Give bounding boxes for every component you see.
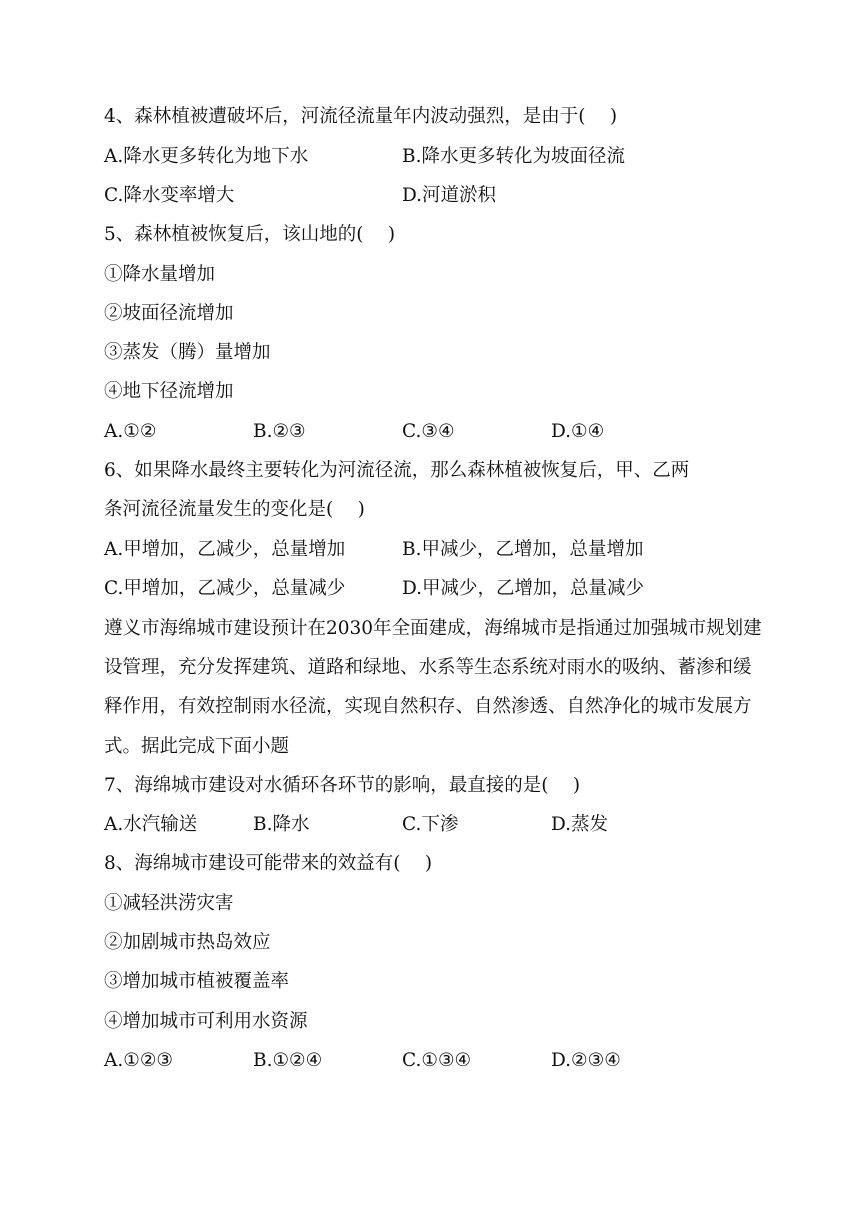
question-4-stem: 4、森林植被遭破坏后，河流径流量年内波动强烈，是由于( ) bbox=[104, 106, 618, 127]
question-8-option-d: D.②③④ bbox=[551, 1050, 621, 1071]
question-5-option-d: D.①④ bbox=[551, 421, 605, 442]
question-4-option-d: D.河道淤积 bbox=[402, 185, 497, 206]
question-4-option-c: C.降水变率增大 bbox=[104, 185, 235, 206]
question-6-option-d: D.甲减少，乙增加，总量减少 bbox=[402, 578, 645, 599]
question-8-stem: 8、海绵城市建设可能带来的效益有( ) bbox=[104, 853, 433, 874]
question-5-item-1: ①降水量增加 bbox=[104, 264, 216, 285]
question-4-option-a: A.降水更多转化为地下水 bbox=[104, 146, 309, 167]
question-5-item-2: ②坡面径流增加 bbox=[104, 303, 234, 324]
question-7-option-d: D.蒸发 bbox=[551, 814, 609, 835]
question-8-option-b: B.①②④ bbox=[253, 1050, 323, 1071]
question-5-item-4: ④地下径流增加 bbox=[104, 381, 234, 402]
question-6-option-a: A.甲增加，乙减少，总量增加 bbox=[104, 539, 346, 560]
question-6-option-c: C.甲增加，乙减少，总量减少 bbox=[104, 578, 346, 599]
question-6-stem-line2: 条河流径流量发生的变化是( ) bbox=[104, 499, 365, 520]
question-7-option-b: B.降水 bbox=[253, 814, 310, 835]
question-5-option-b: B.②③ bbox=[253, 421, 306, 442]
question-5-item-3: ③蒸发（腾）量增加 bbox=[104, 342, 271, 363]
question-5-option-c: C.③④ bbox=[402, 421, 455, 442]
passage-text: 遵义市海绵城市建设预计在2030年全面建成，海绵城市是指通过加强城市规划建设管理，充分发挥建筑、道路和绿地、水系等生态系统对雨水的吸纳、蓄渗和缓释作用，有效控制雨水径流，实现自然积存、自然渗透、自然净化的城市发展方式。据此完成下面小题 bbox=[104, 618, 762, 757]
question-8-item-3: ③增加城市植被覆盖率 bbox=[104, 971, 290, 992]
question-7-option-c: C.下渗 bbox=[402, 814, 459, 835]
question-8-item-4: ④增加城市可利用水资源 bbox=[104, 1011, 308, 1032]
question-8-option-c: C.①③④ bbox=[402, 1050, 472, 1071]
question-8-item-2: ②加剧城市热岛效应 bbox=[104, 932, 271, 953]
question-7-option-a: A.水汽输送 bbox=[104, 814, 198, 835]
question-8-option-a: A.①②③ bbox=[104, 1050, 173, 1071]
question-5-stem: 5、森林植被恢复后，该山地的( ) bbox=[104, 224, 396, 245]
question-4-option-b: B.降水更多转化为坡面径流 bbox=[402, 146, 625, 167]
question-8-item-1: ①减轻洪涝灾害 bbox=[104, 893, 234, 914]
question-6-stem-line1: 6、如果降水最终主要转化为河流径流，那么森林植被恢复后，甲、乙两 bbox=[104, 460, 690, 481]
question-7-stem: 7、海绵城市建设对水循环各环节的影响，最直接的是( ) bbox=[104, 775, 581, 796]
question-6-option-b: B.甲减少，乙增加，总量增加 bbox=[402, 539, 644, 560]
question-5-option-a: A.①② bbox=[104, 421, 157, 442]
